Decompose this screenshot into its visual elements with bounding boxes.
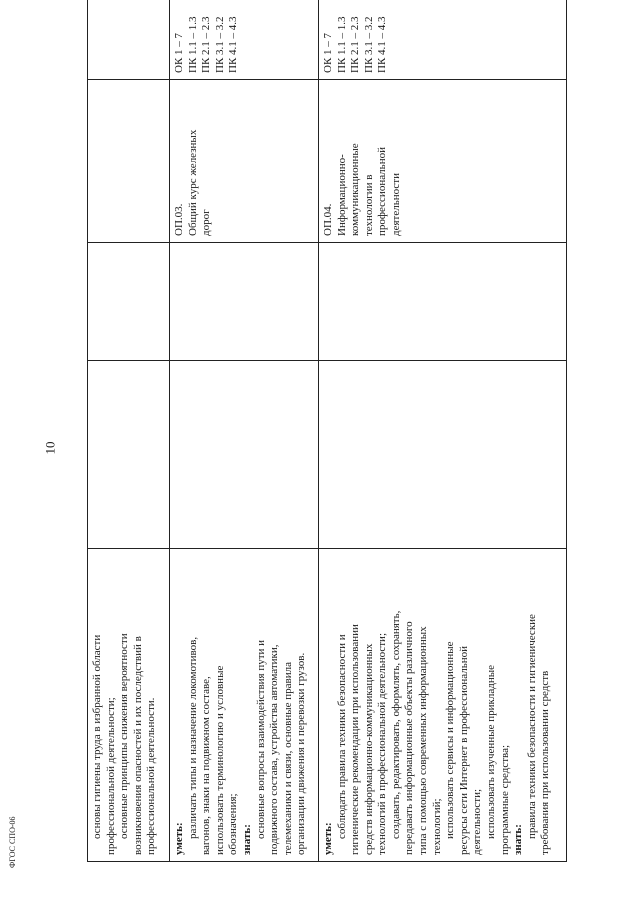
discipline-name-line: деятельности <box>389 173 402 236</box>
footer-code: ФГОС СПО-06 <box>8 816 17 868</box>
competency-codes-cell <box>170 0 319 80</box>
section-heading: уметь: <box>321 822 334 855</box>
empty-cell <box>318 361 566 549</box>
curriculum-table <box>87 0 567 862</box>
discipline-index-cell <box>88 80 170 243</box>
text-line: требования при использовании средств <box>539 670 552 855</box>
competency-code: ПК 3.1 – 3.2 <box>213 16 226 73</box>
page-number: 10 <box>42 441 58 455</box>
competency-code: ПК 2.1 – 2.3 <box>200 16 213 73</box>
text-line: передавать информационные объекты различного <box>403 621 416 855</box>
skills-knowledge-cell <box>88 549 170 862</box>
empty-cell <box>88 361 170 549</box>
discipline-index-cell <box>318 80 566 243</box>
competency-codes-cell <box>318 0 566 80</box>
competency-code: ПК 4.1 – 4.3 <box>227 16 240 73</box>
table-row <box>170 0 319 862</box>
empty-cell <box>170 361 319 549</box>
discipline-name-line: ОП.04. <box>321 203 334 236</box>
discipline-name-line: Информационно- <box>335 154 348 236</box>
table-row <box>88 0 170 862</box>
discipline-index-cell <box>170 80 319 243</box>
discipline-name-line: коммуникационные <box>349 143 362 236</box>
text-line: деятельности; <box>471 788 484 855</box>
text-line: технологий в профессиональной деятельности; <box>376 633 389 855</box>
text-line: средств информационно-коммуникационных <box>362 643 375 855</box>
text-line: основы гигиены труда в избранной области <box>91 634 103 839</box>
competency-code: ПК 4.1 – 4.3 <box>376 16 389 73</box>
text-line: использовать терминологию и условные <box>213 665 226 855</box>
competency-code: ПК 1.1 – 1.3 <box>186 16 199 73</box>
text-line: профессиональной деятельности; <box>104 697 117 855</box>
competency-code: ОК 1 – 7 <box>173 32 185 73</box>
text-line: организации движения и перевозки грузов. <box>295 652 308 855</box>
text-line: основные вопросы взаимодействия пути и <box>254 639 267 839</box>
empty-cell <box>318 243 566 361</box>
text-line: использовать изученные прикладные <box>485 665 498 839</box>
competency-code: ПК 3.1 – 3.2 <box>362 16 375 73</box>
text-line: соблюдать правила техники безопасности и <box>335 634 348 839</box>
discipline-name-line: профессиональной <box>376 147 389 236</box>
discipline-name-line: технологии в <box>362 174 375 236</box>
competency-code: ОК 1 – 7 <box>321 32 334 73</box>
text-line: использовать сервисы и информационные <box>444 641 457 839</box>
section-heading: знать: <box>512 824 525 855</box>
text-line: вагонов, знаки на подвижном составе, <box>200 676 213 855</box>
text-line: основные принципы снижения вероятности <box>118 633 131 839</box>
text-line: программные средства; <box>498 744 511 855</box>
text-line: правила техники безопасности и гигиенические <box>525 614 538 839</box>
text-line: возникновения опасностей и их последствий в <box>131 636 144 855</box>
table-row <box>318 0 566 862</box>
section-heading: уметь: <box>173 822 185 855</box>
text-line: технологий; <box>430 798 443 855</box>
skills-knowledge-cell <box>318 549 566 862</box>
text-line: типа с помощью современных информационных <box>417 626 430 855</box>
discipline-name-line: Общий курс железных <box>186 129 199 236</box>
section-heading: знать: <box>240 824 253 855</box>
text-line: различать типы и назначение локомотивов, <box>186 636 199 839</box>
skills-knowledge-cell <box>170 549 319 862</box>
rotated-document-sheet <box>87 16 567 862</box>
text-line: обозначения; <box>227 793 240 855</box>
discipline-name-line: ОП.03. <box>173 203 185 236</box>
text-line: профессиональной деятельности. <box>145 697 158 855</box>
text-line: подвижного состава, устройства автоматики, <box>268 644 281 855</box>
text-line: гигиенические рекомендации при использовании <box>349 624 362 855</box>
empty-cell <box>88 243 170 361</box>
competency-codes-cell <box>88 0 170 80</box>
text-line: ресурсы сети Интернет в профессиональной <box>457 645 470 855</box>
empty-cell <box>170 243 319 361</box>
text-line: телемеханики и связи, основные правила <box>281 662 294 855</box>
competency-code: ПК 1.1 – 1.3 <box>335 16 348 73</box>
discipline-name-line: дорог <box>200 209 213 236</box>
competency-code: ПК 2.1 – 2.3 <box>349 16 362 73</box>
text-line: создавать, редактировать, оформлять, сохранять, <box>389 610 402 839</box>
